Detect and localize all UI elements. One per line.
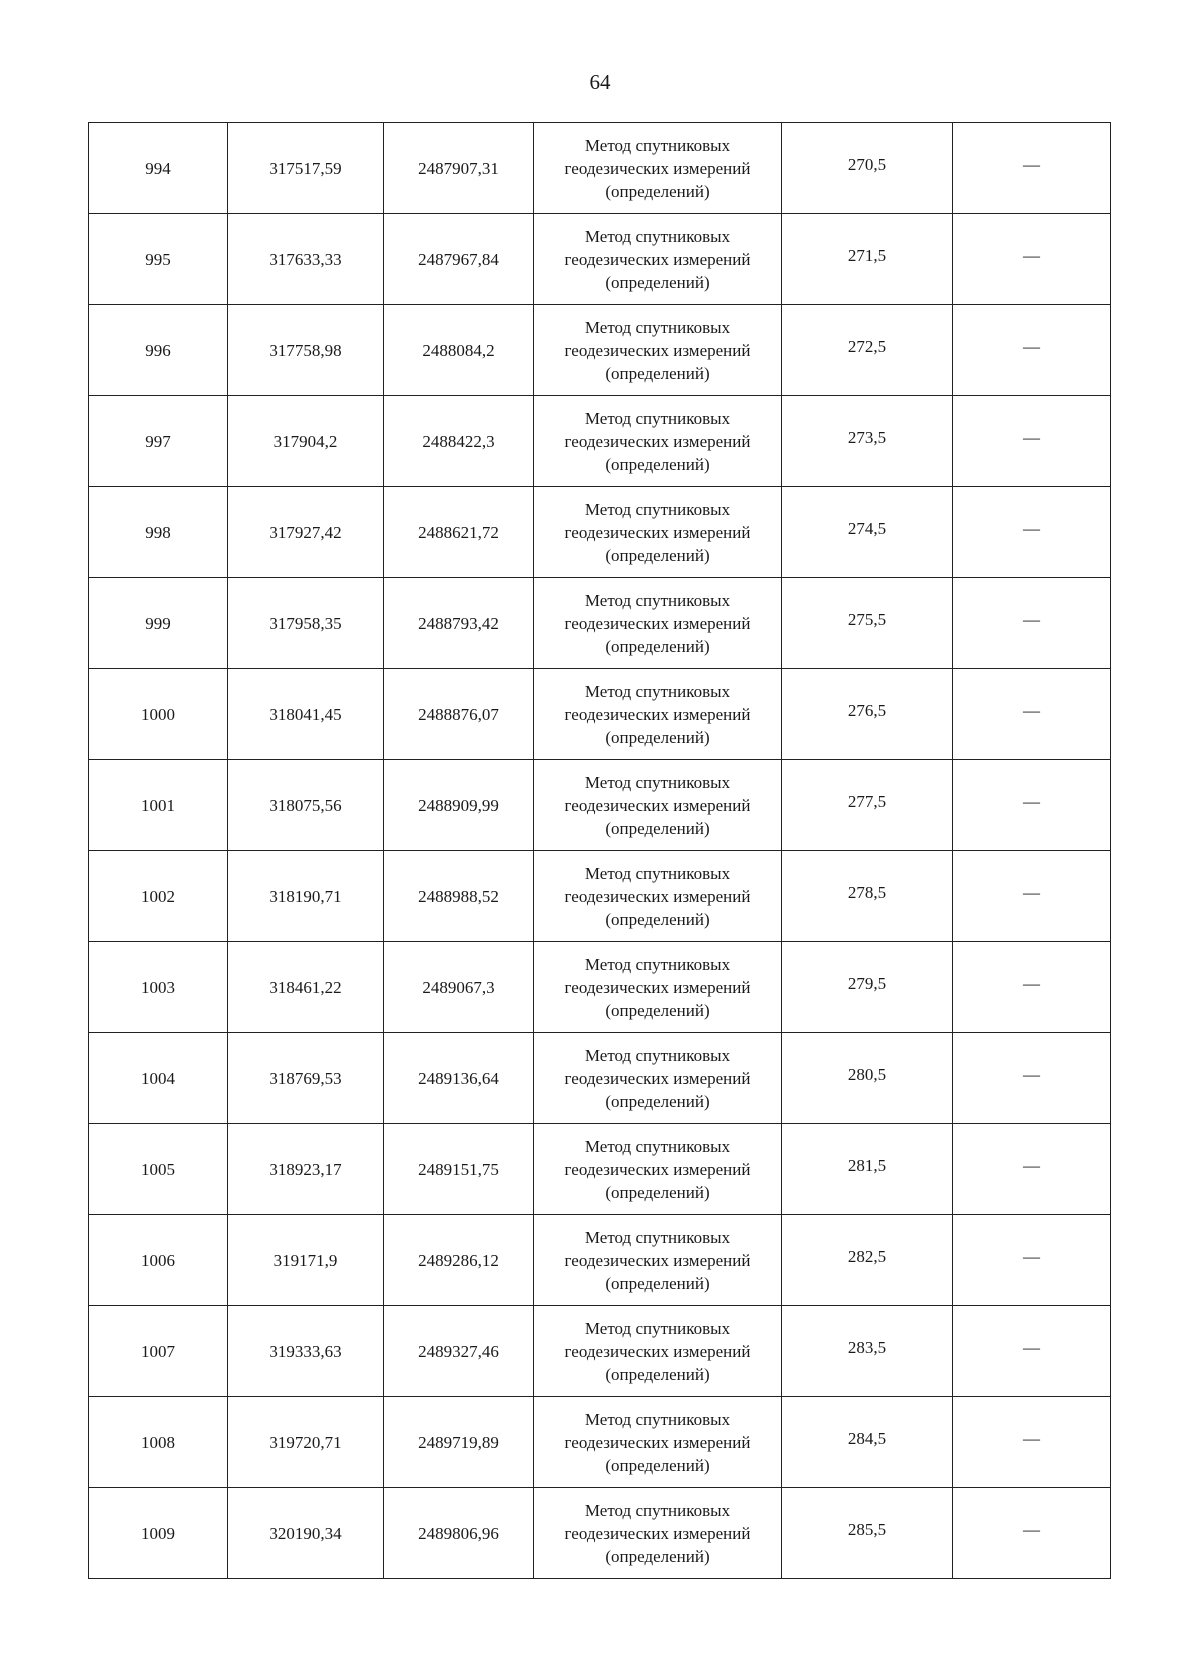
y-coordinate-cell — [384, 1488, 534, 1579]
note-cell — [953, 214, 1111, 305]
y-coordinate-text: 2489286,12 — [418, 1250, 499, 1270]
y-coordinate-text: 2488793,42 — [418, 613, 499, 633]
note-text: — — [1023, 1155, 1040, 1175]
point-number-cell — [89, 1488, 228, 1579]
accuracy-cell — [782, 396, 953, 487]
accuracy-text: 270,5 — [847, 154, 887, 174]
x-coordinate-text: 317958,35 — [269, 613, 342, 633]
table-row — [89, 669, 1111, 760]
y-coordinate-text: 2489327,46 — [418, 1341, 499, 1361]
y-coordinate-cell — [384, 214, 534, 305]
method-cell — [534, 760, 782, 851]
y-coordinate-cell — [384, 396, 534, 487]
table-row — [89, 1033, 1111, 1124]
y-coordinate-text: 2487967,84 — [418, 249, 499, 269]
y-coordinate-text: 2489151,75 — [418, 1159, 499, 1179]
accuracy-cell — [782, 578, 953, 669]
accuracy-cell — [782, 1488, 953, 1579]
method-cell — [534, 669, 782, 760]
note-cell — [953, 851, 1111, 942]
table-row — [89, 1488, 1111, 1579]
note-cell — [953, 1306, 1111, 1397]
method-text: Метод спутниковых геодезических измерений (определений) — [564, 681, 751, 747]
note-cell — [953, 396, 1111, 487]
method-text: Метод спутниковых геодезических измерений (определений) — [564, 954, 751, 1020]
point-number-cell — [89, 305, 228, 396]
table-row — [89, 578, 1111, 669]
accuracy-text: 272,5 — [847, 336, 887, 356]
point-number-cell — [89, 1033, 228, 1124]
accuracy-text: 275,5 — [847, 609, 887, 629]
note-text: — — [1023, 336, 1040, 356]
y-coordinate-cell — [384, 305, 534, 396]
y-coordinate-cell — [384, 1306, 534, 1397]
y-coordinate-cell — [384, 487, 534, 578]
method-cell — [534, 851, 782, 942]
note-text: — — [1023, 791, 1040, 811]
table-row — [89, 1215, 1111, 1306]
point-number-text: 999 — [145, 613, 171, 633]
y-coordinate-text: 2488084,2 — [422, 340, 495, 360]
accuracy-text: 278,5 — [847, 882, 887, 902]
method-cell — [534, 123, 782, 214]
accuracy-cell — [782, 487, 953, 578]
table-row — [89, 942, 1111, 1033]
point-number-text: 1007 — [141, 1341, 175, 1361]
point-number-text: 1008 — [141, 1432, 175, 1452]
method-cell — [534, 487, 782, 578]
y-coordinate-cell — [384, 851, 534, 942]
accuracy-text: 271,5 — [847, 245, 887, 265]
note-cell — [953, 123, 1111, 214]
point-number-text: 998 — [145, 522, 171, 542]
table-row — [89, 851, 1111, 942]
x-coordinate-cell — [228, 1124, 384, 1215]
note-text: — — [1023, 1428, 1040, 1448]
y-coordinate-cell — [384, 123, 534, 214]
accuracy-cell — [782, 123, 953, 214]
y-coordinate-cell — [384, 1124, 534, 1215]
x-coordinate-text: 317517,59 — [269, 158, 342, 178]
accuracy-cell — [782, 305, 953, 396]
accuracy-cell — [782, 1397, 953, 1488]
table-row — [89, 305, 1111, 396]
table-row — [89, 1397, 1111, 1488]
y-coordinate-cell — [384, 1215, 534, 1306]
y-coordinate-text: 2488988,52 — [418, 886, 499, 906]
accuracy-text: 285,5 — [847, 1519, 887, 1539]
note-text: — — [1023, 1246, 1040, 1266]
method-text: Метод спутниковых геодезических измерений (определений) — [564, 135, 751, 201]
y-coordinate-text: 2488422,3 — [422, 431, 495, 451]
x-coordinate-cell — [228, 578, 384, 669]
note-cell — [953, 1124, 1111, 1215]
point-number-text: 1009 — [141, 1523, 175, 1543]
method-cell — [534, 942, 782, 1033]
note-text: — — [1023, 245, 1040, 265]
note-cell — [953, 669, 1111, 760]
table-row — [89, 1124, 1111, 1215]
note-text: — — [1023, 1519, 1040, 1539]
y-coordinate-cell — [384, 669, 534, 760]
y-coordinate-text: 2489136,64 — [418, 1068, 499, 1088]
note-text: — — [1023, 1064, 1040, 1084]
table-row — [89, 1306, 1111, 1397]
accuracy-text: 283,5 — [847, 1337, 887, 1357]
method-cell — [534, 214, 782, 305]
coordinates-table — [88, 122, 1111, 1579]
point-number-cell — [89, 760, 228, 851]
accuracy-text: 281,5 — [847, 1155, 887, 1175]
point-number-text: 1004 — [141, 1068, 175, 1088]
coordinates-table-body — [89, 123, 1111, 1579]
note-text: — — [1023, 973, 1040, 993]
x-coordinate-cell — [228, 760, 384, 851]
x-coordinate-cell — [228, 1397, 384, 1488]
note-cell — [953, 1033, 1111, 1124]
note-cell — [953, 487, 1111, 578]
point-number-cell — [89, 942, 228, 1033]
accuracy-cell — [782, 1033, 953, 1124]
accuracy-cell — [782, 1215, 953, 1306]
note-text: — — [1023, 1337, 1040, 1357]
method-text: Метод спутниковых геодезических измерений (определений) — [564, 1500, 751, 1566]
x-coordinate-text: 317633,33 — [269, 249, 342, 269]
point-number-cell — [89, 669, 228, 760]
point-number-text: 997 — [145, 431, 171, 451]
table-row — [89, 760, 1111, 851]
x-coordinate-cell — [228, 396, 384, 487]
method-cell — [534, 305, 782, 396]
x-coordinate-text: 319720,71 — [269, 1432, 342, 1452]
point-number-text: 994 — [145, 158, 171, 178]
method-text: Метод спутниковых геодезических измерений (определений) — [564, 1318, 751, 1384]
x-coordinate-text: 319171,9 — [273, 1250, 338, 1270]
note-cell — [953, 1215, 1111, 1306]
y-coordinate-text: 2489067,3 — [422, 977, 495, 997]
x-coordinate-text: 317927,42 — [269, 522, 342, 542]
method-cell — [534, 1397, 782, 1488]
point-number-cell — [89, 396, 228, 487]
note-cell — [953, 1488, 1111, 1579]
x-coordinate-cell — [228, 123, 384, 214]
note-text: — — [1023, 427, 1040, 447]
accuracy-text: 274,5 — [847, 518, 887, 538]
method-text: Метод спутниковых геодезических измерений (определений) — [564, 863, 751, 929]
method-text: Метод спутниковых геодезических измерений (определений) — [564, 317, 751, 383]
x-coordinate-text: 320190,34 — [269, 1523, 342, 1543]
note-cell — [953, 305, 1111, 396]
method-text: Метод спутниковых геодезических измерений (определений) — [564, 499, 751, 565]
table-row — [89, 123, 1111, 214]
table-row — [89, 214, 1111, 305]
note-text: — — [1023, 609, 1040, 629]
point-number-cell — [89, 214, 228, 305]
x-coordinate-text: 318190,71 — [269, 886, 342, 906]
accuracy-text: 276,5 — [847, 700, 887, 720]
point-number-cell — [89, 851, 228, 942]
x-coordinate-cell — [228, 305, 384, 396]
note-text: — — [1023, 154, 1040, 174]
accuracy-text: 280,5 — [847, 1064, 887, 1084]
x-coordinate-text: 319333,63 — [269, 1341, 342, 1361]
y-coordinate-text: 2488621,72 — [418, 522, 499, 542]
accuracy-text: 277,5 — [847, 791, 887, 811]
note-text: — — [1023, 518, 1040, 538]
method-text: Метод спутниковых геодезических измерений (определений) — [564, 1045, 751, 1111]
point-number-cell — [89, 123, 228, 214]
accuracy-cell — [782, 760, 953, 851]
method-text: Метод спутниковых геодезических измерений (определений) — [564, 226, 751, 292]
point-number-text: 996 — [145, 340, 171, 360]
y-coordinate-cell — [384, 1033, 534, 1124]
x-coordinate-cell — [228, 851, 384, 942]
method-text: Метод спутниковых геодезических измерений (определений) — [564, 1227, 751, 1293]
note-cell — [953, 1397, 1111, 1488]
y-coordinate-cell — [384, 942, 534, 1033]
x-coordinate-cell — [228, 1033, 384, 1124]
point-number-cell — [89, 1124, 228, 1215]
x-coordinate-text: 318461,22 — [269, 977, 342, 997]
accuracy-text: 279,5 — [847, 973, 887, 993]
x-coordinate-cell — [228, 942, 384, 1033]
method-text: Метод спутниковых геодезических измерений (определений) — [564, 1409, 751, 1475]
accuracy-text: 273,5 — [847, 427, 887, 447]
y-coordinate-text: 2489806,96 — [418, 1523, 499, 1543]
x-coordinate-text: 317758,98 — [269, 340, 342, 360]
y-coordinate-text: 2487907,31 — [418, 158, 499, 178]
method-text: Метод спутниковых геодезических измерений (определений) — [564, 590, 751, 656]
x-coordinate-text: 317904,2 — [273, 431, 338, 451]
point-number-text: 1002 — [141, 886, 175, 906]
point-number-cell — [89, 1397, 228, 1488]
y-coordinate-text: 2488876,07 — [418, 704, 499, 724]
x-coordinate-cell — [228, 1215, 384, 1306]
accuracy-cell — [782, 669, 953, 760]
method-text: Метод спутниковых геодезических измерений (определений) — [564, 1136, 751, 1202]
y-coordinate-cell — [384, 1397, 534, 1488]
method-cell — [534, 1306, 782, 1397]
y-coordinate-text: 2488909,99 — [418, 795, 499, 815]
point-number-text: 1003 — [141, 977, 175, 997]
point-number-text: 1006 — [141, 1250, 175, 1270]
x-coordinate-cell — [228, 1488, 384, 1579]
accuracy-cell — [782, 942, 953, 1033]
note-cell — [953, 760, 1111, 851]
note-text: — — [1023, 700, 1040, 720]
point-number-cell — [89, 578, 228, 669]
point-number-text: 1005 — [141, 1159, 175, 1179]
method-cell — [534, 1488, 782, 1579]
accuracy-cell — [782, 851, 953, 942]
point-number-cell — [89, 487, 228, 578]
method-cell — [534, 396, 782, 487]
method-cell — [534, 1124, 782, 1215]
x-coordinate-cell — [228, 669, 384, 760]
accuracy-cell — [782, 1306, 953, 1397]
point-number-cell — [89, 1215, 228, 1306]
point-number-text: 1001 — [141, 795, 175, 815]
x-coordinate-text: 318075,56 — [269, 795, 342, 815]
x-coordinate-text: 318923,17 — [269, 1159, 342, 1179]
method-cell — [534, 1215, 782, 1306]
method-text: Метод спутниковых геодезических измерений (определений) — [564, 772, 751, 838]
x-coordinate-text: 318041,45 — [269, 704, 342, 724]
x-coordinate-cell — [228, 1306, 384, 1397]
x-coordinate-text: 318769,53 — [269, 1068, 342, 1088]
table-row — [89, 487, 1111, 578]
point-number-text: 995 — [145, 249, 171, 269]
y-coordinate-cell — [384, 760, 534, 851]
y-coordinate-cell — [384, 578, 534, 669]
note-text: — — [1023, 882, 1040, 902]
method-text: Метод спутниковых геодезических измерений (определений) — [564, 408, 751, 474]
table-row — [89, 396, 1111, 487]
note-cell — [953, 942, 1111, 1033]
accuracy-cell — [782, 214, 953, 305]
method-cell — [534, 578, 782, 669]
accuracy-cell — [782, 1124, 953, 1215]
accuracy-text: 284,5 — [847, 1428, 887, 1448]
point-number-text: 1000 — [141, 704, 175, 724]
page-number: 64 — [589, 70, 611, 94]
accuracy-text: 282,5 — [847, 1246, 887, 1266]
x-coordinate-cell — [228, 214, 384, 305]
y-coordinate-text: 2489719,89 — [418, 1432, 499, 1452]
point-number-cell — [89, 1306, 228, 1397]
method-cell — [534, 1033, 782, 1124]
x-coordinate-cell — [228, 487, 384, 578]
note-cell — [953, 578, 1111, 669]
